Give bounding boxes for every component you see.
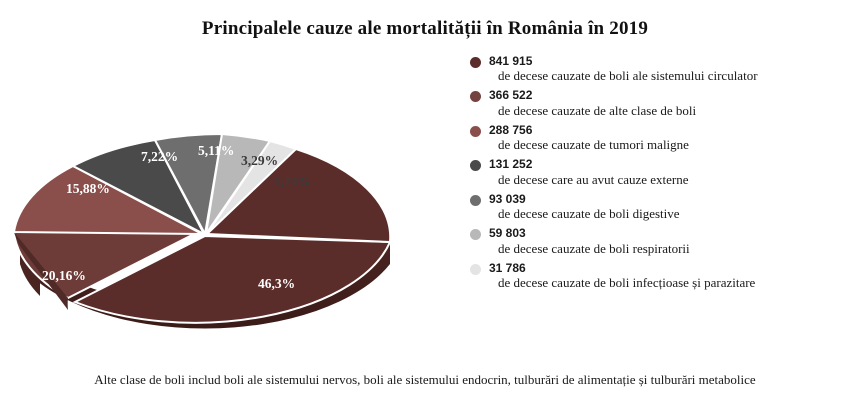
slice-percent-6: 3,29% xyxy=(241,153,279,168)
slice-percent-7: 1,74% xyxy=(274,174,312,189)
legend-value: 841 915 xyxy=(489,54,533,68)
legend-description: de decese cauzate de boli respiratorii xyxy=(498,240,690,256)
legend-value: 288 756 xyxy=(489,122,533,137)
slice-percent-5: 5,11% xyxy=(198,143,235,158)
legend-value: 131 252 xyxy=(489,157,533,172)
legend-item xyxy=(470,261,840,290)
legend-color-dot-icon xyxy=(470,195,481,206)
legend-description: de decese care au avut cauze externe xyxy=(498,171,689,187)
legend-text xyxy=(489,88,840,117)
legend-item xyxy=(470,123,840,152)
legend-value: 59 803 xyxy=(489,226,526,241)
legend-text xyxy=(489,54,840,83)
legend-color-dot-icon xyxy=(470,160,481,171)
slice-percent-2: 20,16% xyxy=(42,268,86,283)
chart-legend xyxy=(470,46,850,295)
slice-percent-3: 15,88% xyxy=(66,181,110,196)
legend-description: de decese cauzate de alte clase de boli xyxy=(498,102,697,118)
legend-item xyxy=(470,88,840,117)
legend-value: 366 522 xyxy=(489,88,533,103)
pie-chart xyxy=(0,46,470,336)
legend-text xyxy=(489,192,840,221)
slice-percent-1: 46,3% xyxy=(258,276,296,291)
legend-item xyxy=(470,226,840,255)
legend-item xyxy=(470,54,840,83)
legend-text xyxy=(489,157,840,186)
legend-item xyxy=(470,157,840,186)
legend-color-dot-icon xyxy=(470,126,481,137)
legend-text xyxy=(489,226,840,255)
legend-color-dot-icon xyxy=(470,91,481,102)
legend-text xyxy=(489,123,840,152)
legend-color-dot-icon xyxy=(470,264,481,275)
page-title: Principalele cauze ale mortalității în România în 2019 xyxy=(201,18,649,39)
legend-value: 31 786 xyxy=(489,260,526,275)
legend-value: 93 039 xyxy=(489,191,526,206)
slice-percent-4: 7,22% xyxy=(141,149,179,164)
legend-color-dot-icon xyxy=(470,57,481,68)
legend-description: de decese cauzate de tumori maligne xyxy=(498,137,689,153)
legend-text xyxy=(489,261,840,290)
chart-content xyxy=(0,46,850,336)
legend-description: de decese cauzate de boli infecțioase și parazitare xyxy=(498,275,756,291)
legend-description: de decese cauzate de boli digestive xyxy=(498,206,680,222)
legend-item xyxy=(470,192,840,221)
legend-description: de decese cauzate de boli ale sistemului circulator xyxy=(498,68,758,84)
chart-footnote: Alte clase de boli includ boli ale sistemului nervos, boli ale sistemului endocrin, tulburări de alimentație și tulburări metabolice xyxy=(94,372,756,387)
legend-color-dot-icon xyxy=(470,229,481,240)
